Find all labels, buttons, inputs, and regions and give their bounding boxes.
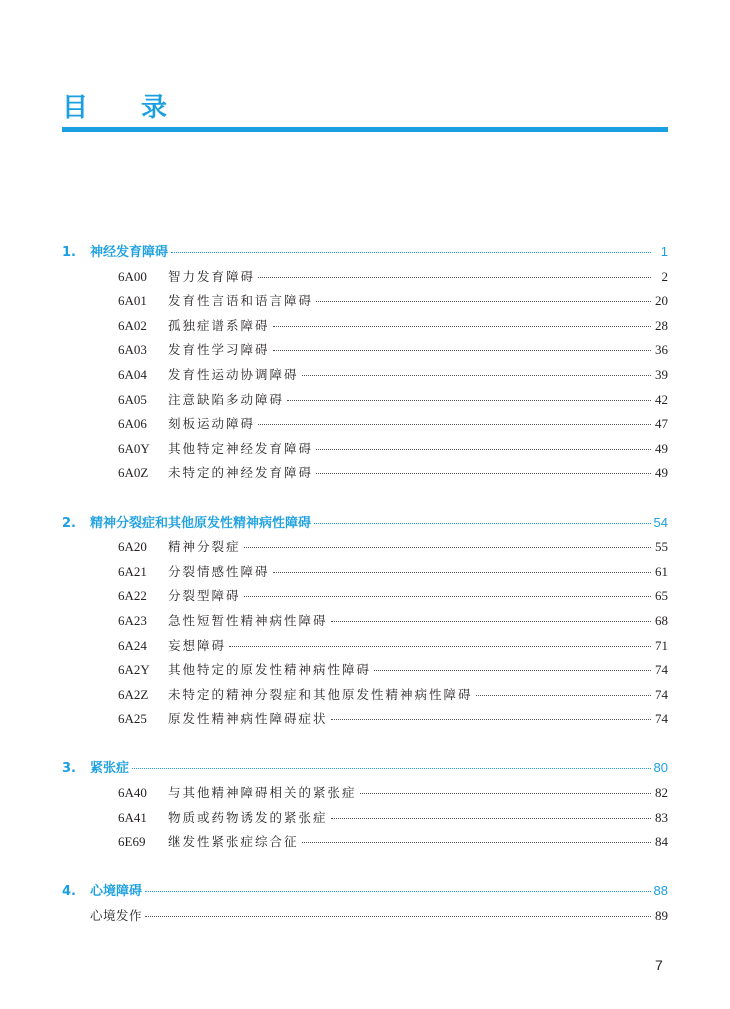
toc-entry[interactable] [62,412,668,437]
dot-leader [229,646,651,647]
page-ref: 28 [655,317,668,333]
entry-code: 6A00 [118,268,147,284]
entry-label: 物质或药物诱发的紧张症 [168,809,328,825]
toc-section[interactable] [62,240,668,265]
dot-leader [273,326,651,327]
entry-code: 6E69 [118,834,146,850]
toc-entry[interactable] [62,388,668,413]
toc-section[interactable] [62,879,668,904]
entry-code: 6A03 [118,342,147,358]
entry-code: 6A0Y [118,440,150,456]
toc-entry[interactable] [62,314,668,339]
page-ref: 84 [655,834,668,850]
section-number: 2. [62,515,76,531]
entry-code: 6A2Z [118,686,149,702]
entry-label: 与其他精神障碍相关的紧张症 [168,785,357,801]
entry-label: 其他特定神经发育障碍 [168,440,314,456]
toc-entry[interactable] [62,806,668,831]
dot-leader [476,695,651,696]
dot-leader [273,350,651,351]
entry-label: 继发性紧张症综合征 [168,834,299,850]
entry-label: 发育性运动协调障碍 [168,366,299,382]
section-gap [62,732,668,757]
page-ref: 42 [655,391,668,407]
dot-leader [331,621,651,622]
page-ref: 65 [655,588,668,604]
page-ref: 36 [655,342,668,358]
page-ref: 71 [655,637,668,653]
entry-label: 精神分裂症 [168,539,241,555]
entry-code: 6A05 [118,391,147,407]
entry-label: 刻板运动障碍 [168,416,256,432]
entry-code: 6A06 [118,416,147,432]
section-title: 神经发育障碍 [90,245,169,260]
entry-label: 发育性言语和语言障碍 [168,293,314,309]
section-gap [62,855,668,880]
entry-label: 其他特定的原发性精神病性障碍 [168,662,372,678]
toc-entry[interactable] [62,338,668,363]
entry-code: 6A04 [118,366,147,382]
toc-entry[interactable] [62,609,668,634]
dot-leader [316,473,651,474]
entry-label: 未特定的神经发育障碍 [168,465,314,481]
section-title: 心境障碍 [90,884,143,900]
toc-entry[interactable] [62,535,668,560]
dot-leader [360,793,651,794]
dot-leader [132,768,651,769]
dot-leader [145,916,651,917]
toc-entry[interactable] [62,634,668,659]
entry-code: 6A23 [118,612,147,628]
page-ref: 88 [653,883,668,899]
entry-code: 6A25 [118,711,147,727]
entry-label: 未特定的精神分裂症和其他原发性精神病性障碍 [168,686,473,702]
entry-label: 发育性学习障碍 [168,342,270,358]
dot-leader [331,818,651,819]
dot-leader [171,252,651,253]
page-number: 7 [655,957,663,973]
dot-leader [374,670,651,671]
page-ref: 47 [655,416,668,432]
page-ref: 39 [655,366,668,382]
dot-leader [145,891,651,892]
entry-code: 6A22 [118,588,147,604]
toc-entry[interactable] [62,830,668,855]
toc-entry[interactable] [62,437,668,462]
section-number: 3. [62,761,76,777]
section-number: 1. [62,245,76,260]
toc-entry[interactable] [62,265,668,290]
table-of-contents [62,240,668,929]
title-rule [62,127,668,132]
toc-entry[interactable] [62,683,668,708]
page-ref: 54 [653,514,668,530]
entry-code: 6A02 [118,317,147,333]
dot-leader [316,301,651,302]
entry-code: 6A41 [118,809,147,825]
dot-leader [314,523,651,524]
entry-code: 6A40 [118,785,147,801]
page-ref: 74 [655,711,668,727]
entry-label: 分裂情感性障碍 [168,563,270,579]
toc-entry[interactable] [62,584,668,609]
entry-code: 6A24 [118,637,147,653]
page-ref: 20 [655,293,668,309]
page-ref: 68 [655,612,668,628]
section-gap [62,486,668,511]
entry-label: 妄想障碍 [168,637,227,653]
section-title: 精神分裂症和其他原发性精神病性障碍 [90,515,312,531]
dot-leader [244,596,651,597]
toc-entry[interactable] [62,560,668,585]
dot-leader [244,547,651,548]
section-title: 紧张症 [90,761,130,777]
entry-code: 6A0Z [118,465,149,481]
page-ref: 80 [653,760,668,776]
toc-entry[interactable] [62,289,668,314]
toc-entry[interactable] [62,904,668,929]
section-number: 4. [62,884,76,900]
page-ref: 49 [655,440,668,456]
dot-leader [273,572,651,573]
dot-leader [287,400,651,401]
toc-section[interactable] [62,511,668,536]
dot-leader [258,277,651,278]
entry-code: 6A21 [118,563,147,579]
toc-entry[interactable] [62,781,668,806]
entry-label: 心境发作 [90,908,143,924]
page-ref: 74 [655,686,668,702]
dot-leader [302,842,651,843]
toc-section[interactable] [62,756,668,781]
page-ref: 2 [661,268,668,284]
entry-label: 分裂型障碍 [168,588,241,604]
entry-label: 智力发育障碍 [168,268,256,284]
page-ref: 89 [655,908,668,924]
page-ref: 83 [655,809,668,825]
toc-entry[interactable] [62,707,668,732]
entry-label: 注意缺陷多动障碍 [168,391,285,407]
entry-label: 原发性精神病性障碍症状 [168,711,328,727]
page-ref: 1 [660,244,668,259]
entry-code: 6A20 [118,539,147,555]
page-ref: 61 [655,563,668,579]
dot-leader [331,719,651,720]
dot-leader [258,424,651,425]
dot-leader [302,375,651,376]
page-ref: 74 [655,662,668,678]
entry-label: 孤独症谱系障碍 [168,317,270,333]
entry-label: 急性短暂性精神病性障碍 [168,612,328,628]
dot-leader [316,449,651,450]
toc-entry[interactable] [62,363,668,388]
page-ref: 49 [655,465,668,481]
page-title: 目 录 [62,93,190,123]
toc-entry[interactable] [62,658,668,683]
toc-entry[interactable] [62,461,668,486]
page-ref: 55 [655,539,668,555]
entry-code: 6A01 [118,293,147,309]
page-ref: 82 [655,785,668,801]
entry-code: 6A2Y [118,662,150,678]
